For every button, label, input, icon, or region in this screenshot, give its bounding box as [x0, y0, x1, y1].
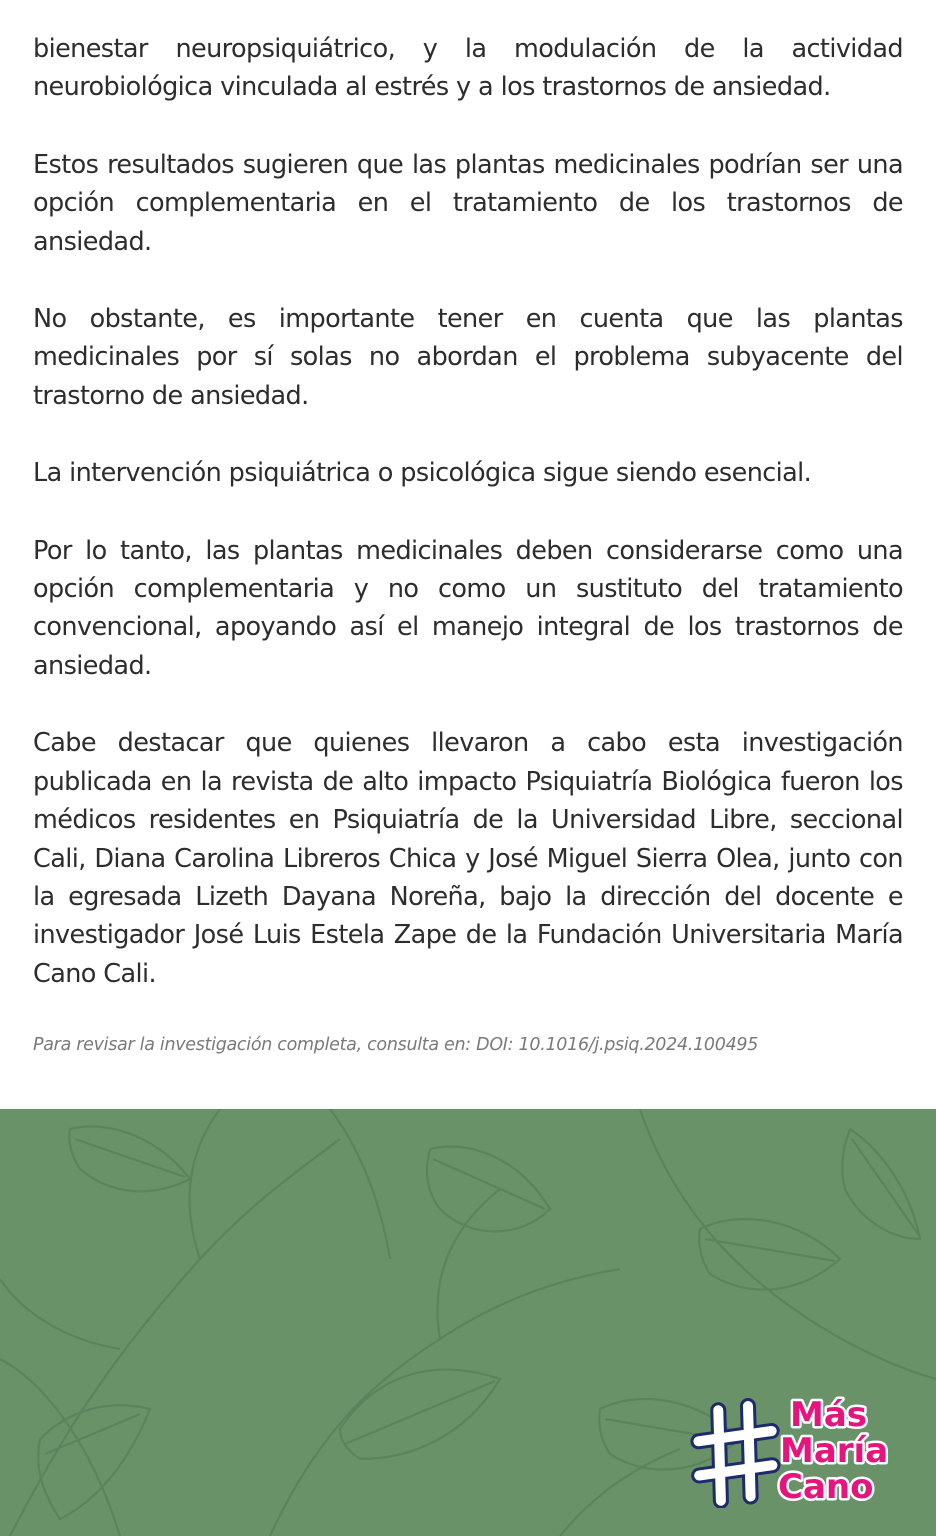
- article-body: [33, 30, 903, 1032]
- paragraph-intervention: La intervención psiquiátrica o psicológica sigue siendo esencial.: [33, 458, 812, 489]
- paragraph-authors: Cabe destacar que quienes llevaron a cabo esta investigación publicada en la revista de alto impacto Psiquiatría Biológica fueron los médicos residentes en Psiquiatría de la Universidad Libre, seccional Cali, Diana Carolina Libreros Chica y José Miguel Sierra Olea, junto con la egresada Lizeth Dayana Noreña, bajo la dirección del docente e investigador José Luis Estela Zape de la Fundación Universitaria María Cano Cali.: [33, 728, 903, 989]
- hashtag-icon: [691, 1403, 781, 1503]
- logo-word-maria: María: [780, 1431, 889, 1471]
- logo-word-cano: Cano: [778, 1467, 874, 1507]
- paragraph-conclusion: Por lo tanto, las plantas medicinales deben considerarse como una opción complementaria y no como un sustituto del tratamiento convencional, apoyando así el manejo integral de los trastornos de ansiedad.: [33, 535, 903, 681]
- paragraph-results: Estos resultados sugieren que las plantas medicinales podrían ser una opción complementaria en el tratamiento de los trastornos de ansiedad.: [33, 149, 903, 257]
- logo-word-mas: Más: [790, 1395, 868, 1435]
- mas-maria-cano-logo: [688, 1390, 898, 1508]
- paragraph-caveat: No obstante, es importante tener en cuenta que las plantas medicinales por sí solas no abordan el problema subyacente del trastorno de ansiedad.: [33, 304, 903, 411]
- doi-reference-note: Para revisar la investigación completa, consulta en: DOI: 10.1016/j.psiq.2024.100495: [33, 1035, 759, 1055]
- paragraph-intro-continuation: bienestar neuropsiquiátrico, y la modulación de la actividad neurobiológica vinculada al estrés y a los trastornos de ansiedad.: [33, 34, 903, 103]
